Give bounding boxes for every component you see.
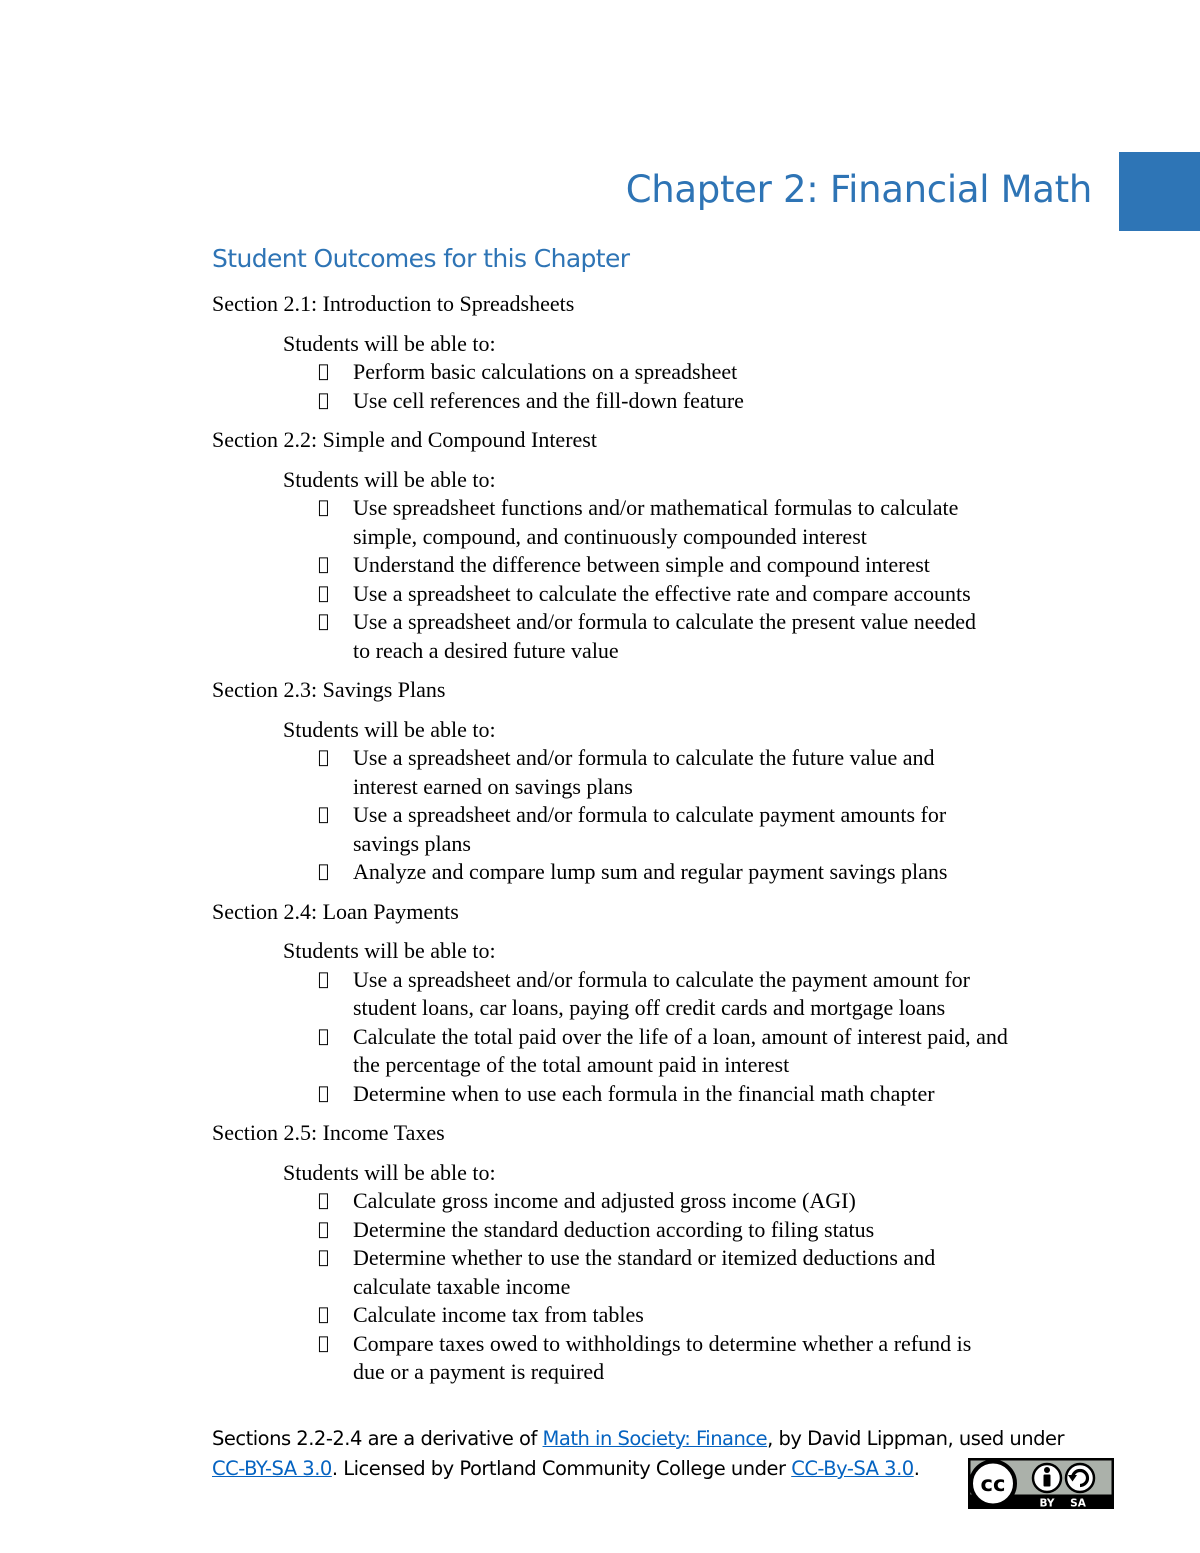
section-intro: Students will be able to: xyxy=(283,938,496,963)
outcome-item xyxy=(212,966,1112,1023)
outcome-text-line: Use a spreadsheet and/or formula to calculate payment amounts for xyxy=(353,802,947,827)
bullet-icon xyxy=(318,858,329,887)
outcome-text-line: Calculate income tax from tables xyxy=(353,1302,644,1327)
section-title: Section 2.2: Simple and Compound Interest xyxy=(212,427,597,452)
chapter-title: Chapter 2: Financial Math xyxy=(625,168,1092,211)
section-title: Section 2.4: Loan Payments xyxy=(212,898,459,924)
bullet-icon xyxy=(318,608,329,637)
outcome-text-line: due or a payment is required xyxy=(353,1359,605,1384)
outcome-text-line: Compare taxes owed to withholdings to determine whether a refund is xyxy=(353,1330,972,1356)
bullet-icon xyxy=(318,1187,329,1216)
outcome-item xyxy=(212,1080,1112,1109)
outcome-text-line: Use spreadsheet functions and/or mathematical formulas to calculate xyxy=(353,495,959,520)
outcome-item xyxy=(212,1244,1112,1301)
bullet-icon xyxy=(318,551,329,580)
section-intro: Students will be able to: xyxy=(283,330,496,356)
bullet-icon xyxy=(318,1330,329,1359)
section-title: Section 2.1: Introduction to Spreadsheets xyxy=(212,291,575,316)
section-intro: Students will be able to: xyxy=(283,1159,496,1185)
bullet-icon xyxy=(318,1301,329,1330)
outcome-list xyxy=(212,744,1112,887)
chapter-tab-marker xyxy=(1119,152,1200,231)
outcome-text-line: Use a spreadsheet and/or formula to calculate the payment amount for xyxy=(353,966,970,992)
section-intro: Students will be able to: xyxy=(283,716,496,742)
outcome-text-line: Determine whether to use the standard or itemized deductions and xyxy=(353,1245,936,1270)
outcome-item xyxy=(212,744,1112,801)
outcome-text-line: the percentage of the total amount paid in interest xyxy=(353,1052,790,1077)
bullet-icon xyxy=(318,1080,329,1109)
outcome-item xyxy=(212,608,1112,665)
outcome-text-line: Use cell references and the fill-down feature xyxy=(353,387,744,413)
outcome-text-line: Calculate gross income and adjusted gross income (AGI) xyxy=(353,1188,856,1213)
bullet-icon xyxy=(318,744,329,773)
section-title: Section 2.3: Savings Plans xyxy=(212,677,446,702)
bullet-icon xyxy=(318,358,329,387)
bullet-icon xyxy=(318,801,329,830)
bullet-icon xyxy=(318,1244,329,1273)
outcome-section xyxy=(212,290,1112,415)
sections-container xyxy=(212,290,1112,1398)
footer-text: . Licensed by Portland Community College under xyxy=(331,1457,792,1480)
outcome-text-line: to reach a desired future value xyxy=(353,637,619,663)
outcome-item xyxy=(212,858,1112,887)
footer-text: . xyxy=(913,1457,920,1480)
outcome-item xyxy=(212,1023,1112,1080)
outcome-item xyxy=(212,1216,1112,1245)
math-in-society-link[interactable]: Math in Society: Finance xyxy=(542,1427,768,1450)
footer-text: , by David Lippman, used under xyxy=(767,1427,1065,1450)
outcome-item xyxy=(212,494,1112,551)
outcome-section xyxy=(212,676,1112,887)
bullet-icon xyxy=(318,494,329,523)
outcome-item xyxy=(212,580,1112,609)
outcome-text-line: Understand the difference between simple and compound interest xyxy=(353,552,930,577)
outcome-text-line: Determine when to use each formula in the financial math chapter xyxy=(353,1080,935,1106)
bullet-icon xyxy=(318,1023,329,1052)
outcome-text-line: Use a spreadsheet to calculate the effective rate and compare accounts xyxy=(353,580,971,606)
outcome-text-line: Use a spreadsheet and/or formula to calculate the future value and xyxy=(353,745,935,770)
footer-text: Sections 2.2-2.4 are a derivative of xyxy=(212,1427,543,1450)
outcome-section xyxy=(212,1119,1112,1387)
outcome-text-line: simple, compound, and continuously compounded interest xyxy=(353,523,867,549)
outcome-item xyxy=(212,1301,1112,1330)
outcome-item xyxy=(212,1187,1112,1216)
outcome-text-line: savings plans xyxy=(353,830,471,856)
outcome-text-line: interest earned on savings plans xyxy=(353,773,633,799)
bullet-icon xyxy=(318,387,329,416)
outcome-item xyxy=(212,801,1112,858)
section-title: Section 2.5: Income Taxes xyxy=(212,1120,445,1145)
by-label: BY xyxy=(1039,1497,1055,1509)
outcome-text-line: Calculate the total paid over the life of a loan, amount of interest paid, and xyxy=(353,1023,1008,1049)
outcome-text-line: Determine the standard deduction according to filing status xyxy=(353,1216,875,1242)
outcome-text-line: calculate taxable income xyxy=(353,1273,571,1299)
bullet-icon xyxy=(318,580,329,609)
section-intro: Students will be able to: xyxy=(283,466,496,492)
outcomes-heading: Student Outcomes for this Chapter xyxy=(212,244,630,273)
cc-logo-text: cc xyxy=(980,1472,1006,1496)
outcome-text-line: Use a spreadsheet and/or formula to calculate the present value needed xyxy=(353,609,977,634)
outcome-item xyxy=(212,1330,1112,1387)
bullet-icon xyxy=(318,966,329,995)
outcome-section xyxy=(212,898,1112,1109)
outcome-text-line: student loans, car loans, paying off credit cards and mortgage loans xyxy=(353,995,946,1020)
outcome-section xyxy=(212,426,1112,665)
bullet-icon xyxy=(318,1216,329,1245)
outcome-item xyxy=(212,551,1112,580)
outcome-list xyxy=(212,1187,1112,1387)
outcome-text-line: Analyze and compare lump sum and regular payment savings plans xyxy=(353,859,948,884)
outcome-list xyxy=(212,966,1112,1109)
outcome-list xyxy=(212,358,1112,415)
cc-by-sa-link[interactable]: CC-BY-SA 3.0 xyxy=(212,1457,332,1480)
outcome-item xyxy=(212,358,1112,387)
sa-label: SA xyxy=(1070,1497,1086,1509)
cc-by-sa-license-badge[interactable] xyxy=(968,1458,1114,1509)
outcome-item xyxy=(212,387,1112,416)
outcome-text-line: Perform basic calculations on a spreadsheet xyxy=(353,359,738,384)
outcome-list xyxy=(212,494,1112,665)
pcc-cc-by-sa-link[interactable]: CC-By-SA 3.0 xyxy=(791,1457,914,1480)
